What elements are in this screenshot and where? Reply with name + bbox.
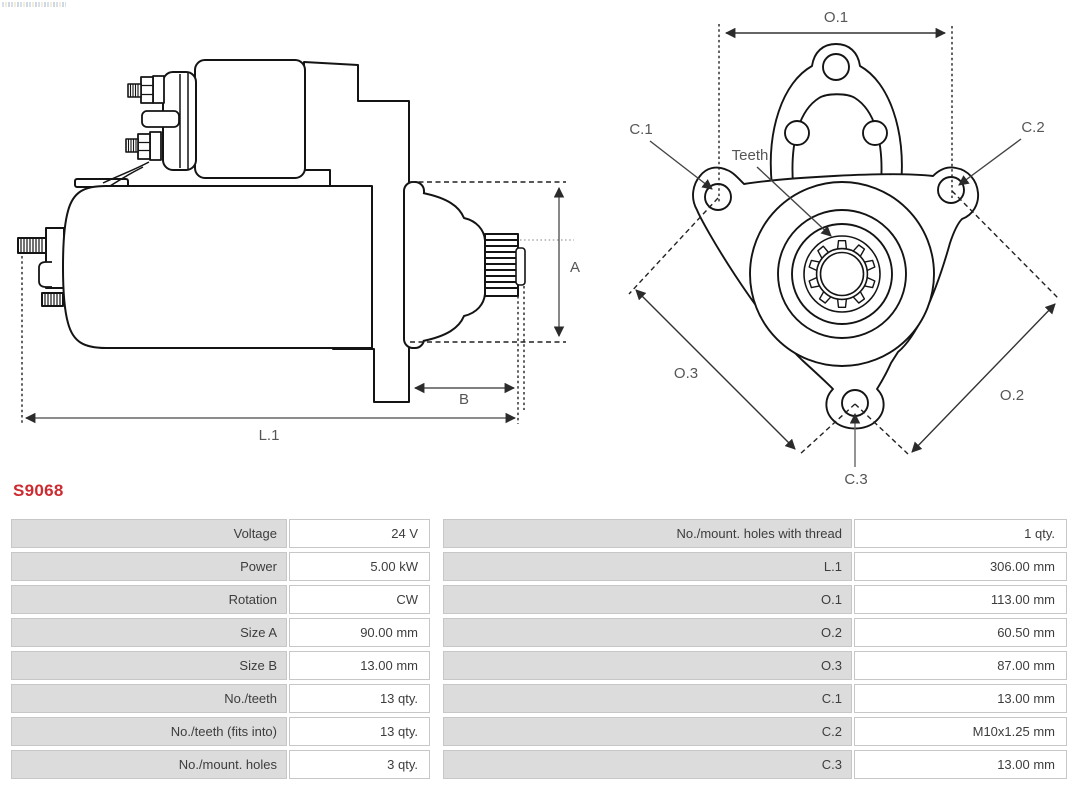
terminal-plate-bottom xyxy=(150,132,161,160)
spec-value-cell: 3 qty. xyxy=(289,750,430,779)
spec-label-cell: Size B xyxy=(11,651,287,680)
nose-flange xyxy=(404,182,424,348)
rear-bump xyxy=(39,262,52,287)
pinion-end-cap xyxy=(516,248,525,285)
gear-bore xyxy=(821,253,864,296)
spec-label-cell: No./teeth (fits into) xyxy=(11,717,287,746)
leader-c2 xyxy=(959,139,1021,185)
spec-label-cell: Size A xyxy=(11,618,287,647)
spec-value-cell: 87.00 mm xyxy=(854,651,1067,680)
spec-label-cell: C.3 xyxy=(443,750,852,779)
arch-left-hole xyxy=(785,121,809,145)
spec-value-cell: 13.00 mm xyxy=(289,651,430,680)
spec-value-cell: 5.00 kW xyxy=(289,552,430,581)
spec-label-cell: C.2 xyxy=(443,717,852,746)
spec-label-cell: O.1 xyxy=(443,585,852,614)
mount-hole-c1 xyxy=(705,184,731,210)
spec-label-cell: No./mount. holes xyxy=(11,750,287,779)
spec-value-cell: 24 V xyxy=(289,519,430,548)
dim-label-C1: C.1 xyxy=(629,121,653,138)
solenoid-mid-tab xyxy=(142,111,179,127)
terminal-nut-top xyxy=(141,77,153,103)
arch-right-hole xyxy=(863,121,887,145)
spec-value-cell: M10x1.25 mm xyxy=(854,717,1067,746)
terminal-nut-bottom xyxy=(138,134,150,159)
spec-value-cell: 13.00 mm xyxy=(854,750,1067,779)
drive-bell xyxy=(423,193,485,341)
arch-top-hole xyxy=(823,54,849,80)
part-number-title: S9068 xyxy=(13,481,64,500)
dim-label-O3: O.3 xyxy=(673,365,699,382)
spec-label-cell: C.1 xyxy=(443,684,852,713)
dim-label-A: A xyxy=(570,259,581,276)
spec-value-cell: 1 qty. xyxy=(854,519,1067,548)
spec-value-cell: 13 qty. xyxy=(289,717,430,746)
side-view-drawing xyxy=(18,60,525,402)
spec-value-cell: 90.00 mm xyxy=(289,618,430,647)
spec-label-cell: Power xyxy=(11,552,287,581)
front-view-drawing xyxy=(693,44,978,429)
dim-label-C3: C.3 xyxy=(844,471,868,488)
spec-label-cell: L.1 xyxy=(443,552,852,581)
spec-label-cell: No./mount. holes with thread xyxy=(443,519,852,548)
spec-value-cell: 113.00 mm xyxy=(854,585,1067,614)
spec-value-cell: 306.00 mm xyxy=(854,552,1067,581)
leader-c1 xyxy=(650,141,712,189)
solenoid-cylinder xyxy=(195,60,305,178)
spec-value-cell: 60.50 mm xyxy=(854,618,1067,647)
dim-label-C2: C.2 xyxy=(1021,119,1045,136)
terminal-plate-top xyxy=(153,76,164,103)
spec-value-cell: 13 qty. xyxy=(289,684,430,713)
spec-label-cell: No./teeth xyxy=(11,684,287,713)
spec-label-cell: Voltage xyxy=(11,519,287,548)
spec-label-cell: O.2 xyxy=(443,618,852,647)
spec-value-cell: 13.00 mm xyxy=(854,684,1067,713)
spec-table-right xyxy=(443,519,1067,779)
spec-label-cell: Rotation xyxy=(11,585,287,614)
dim-label-O2: O.2 xyxy=(999,387,1025,404)
motor-body xyxy=(63,186,372,348)
dim-label-L1: L.1 xyxy=(258,427,280,444)
dim-label-O1: O.1 xyxy=(823,9,849,26)
spec-table-left xyxy=(11,519,430,779)
dim-label-B: B xyxy=(458,391,470,408)
spec-value-cell: CW xyxy=(289,585,430,614)
spec-label-cell: O.3 xyxy=(443,651,852,680)
label-teeth: Teeth xyxy=(731,147,769,164)
